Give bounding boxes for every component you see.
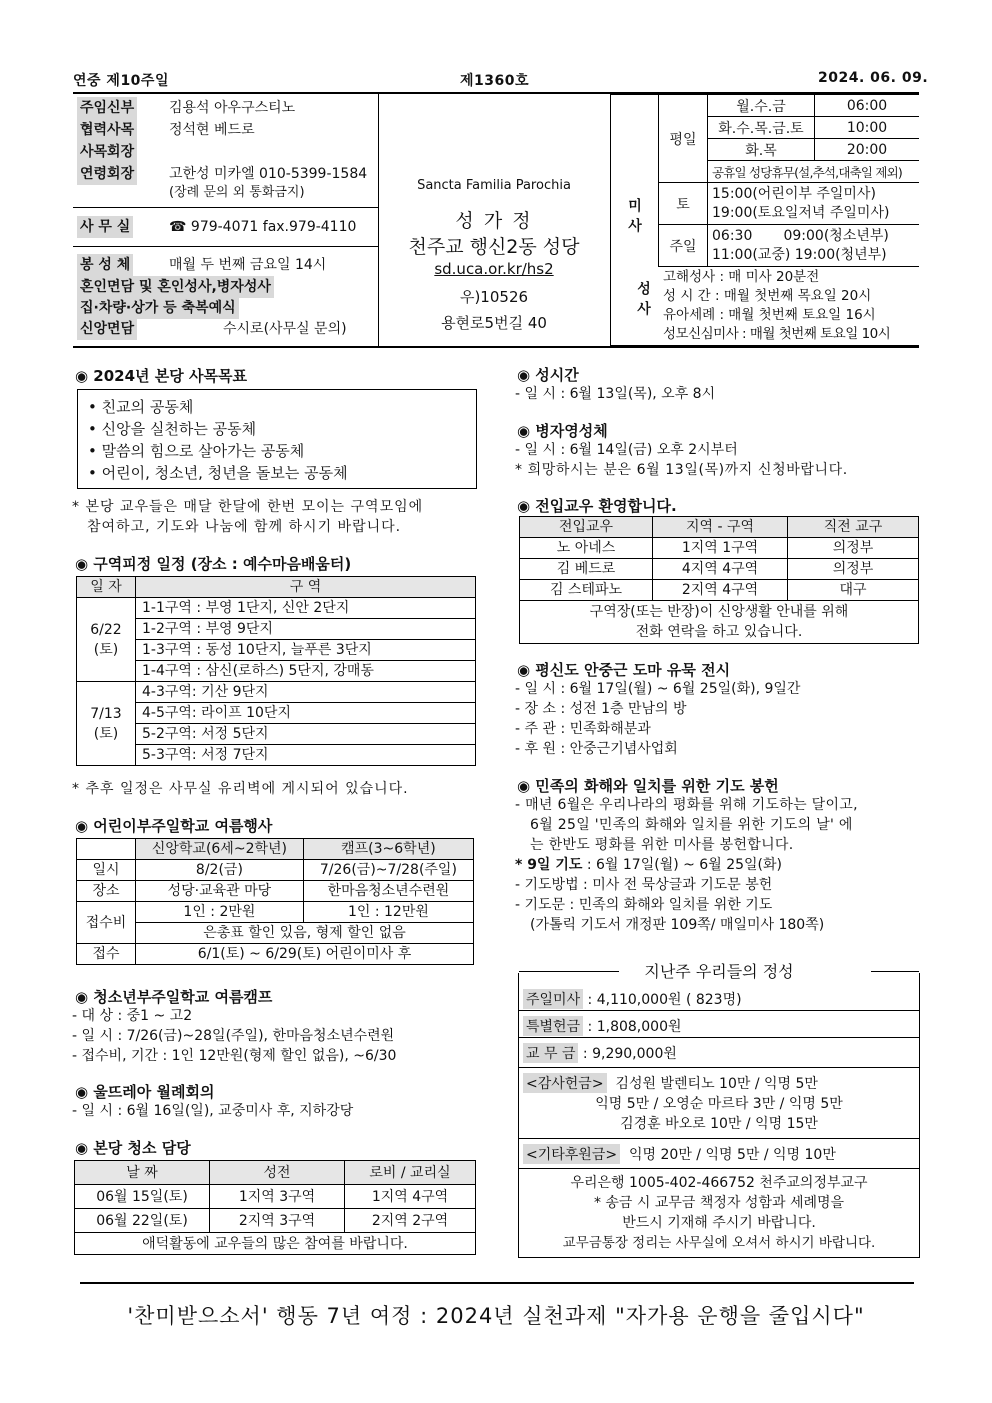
cell: 06월 22일(토) [75,1209,210,1233]
offering-thanks-line: 김경훈 바오로 10만 / 익명 15만 [620,1116,818,1132]
goals-box [77,389,477,489]
row-label: 접수 [77,944,136,965]
staff-row: 사목회장 [77,141,137,163]
sacrament-item: 성모신심미사 : 매월 첫번째 토요일 10시 [663,326,891,342]
youth-title: ◉ 청소년부주일학교 여름캠프 [75,988,273,1006]
cell: 06월 15일(토) [75,1185,210,1209]
prayer-line: - 기도방법 : 미사 전 묵상글과 기도문 봉헌 [515,877,773,893]
sickcomm-title: ◉ 병자영성체 [517,422,608,440]
cell: 한마음청소년수련원 [303,881,473,902]
cell: 1지역 4구역 [345,1185,476,1209]
issue-number: 제1360호 [460,73,530,89]
prayer-line: 는 한반도 평화를 위한 미사를 봉헌합니다. [530,837,794,853]
staff-row: 연령회장 고한성 미카엘 010-5399-1584 [77,163,137,185]
parish-full-name: 천주교 행신2동 성당 [408,236,580,258]
cell: 성당·교육관 마당 [136,881,304,902]
mass-days: 화.목 [708,139,815,161]
parish-website-link[interactable]: sd.uca.or.kr/hs2 [434,260,554,278]
offering-title: 지난주 우리들의 정성 [644,962,794,981]
prayer-line: - 매년 6월은 우리나라의 평화를 위해 기도하는 달이고, [515,797,858,813]
holiday-note: 공휴일 성당휴무(설,추석,대축일 제외) [708,161,920,183]
offering-dues: 교 무 금 : 9,290,000원 [523,1043,677,1063]
sickcomm-line: * 희망하시는 분은 6월 13일(목)까지 신청바랍니다. [515,462,848,478]
children-table [76,838,474,965]
cell: 1지역 1구역 [653,538,788,559]
cell: 2지역 2구역 [345,1209,476,1233]
cell: 은총표 할인 있음, 형제 할인 없음 [136,923,474,944]
service-row: 집·차량·상가 등 축복예식 [77,297,239,319]
column-header: 일 자 [77,577,136,598]
legio-line: - 일 시 : 6월 16일(일), 교중미사 후, 지하강당 [72,1103,354,1119]
relic-title: ◉ 평신도 안중근 도마 유묵 전시 [517,661,731,679]
column-header: 구 역 [136,577,476,598]
prayer-nine-days: * 9일 기도 : 6월 17일(월) ~ 6월 25일(화) [515,857,782,873]
newcomers-title: ◉ 전입교우 환영합니다. [517,497,677,515]
goal-item: • 말씀의 힘으로 살아가는 공동체 [88,442,305,460]
holyhour-title: ◉ 성시간 [517,366,579,384]
district-row: 4-5구역: 라이프 10단지 [136,703,476,724]
service-row: 봉 성 체 매월 두 번째 금요일 14시 [77,254,133,276]
column-header: 지역 - 구역 [653,517,788,538]
phone-icon: ☎ [169,219,187,235]
district-row: 1-3구역 : 동성 10단지, 늘푸른 3단지 [136,640,476,661]
cleaning-table [74,1160,476,1255]
offering-sunday: 주일미사 : 4,110,000원 ( 823명) [523,989,742,1009]
cell: 김 베드로 [520,559,653,580]
district-row: 1-4구역 : 삼신(로하스) 5단지, 강매동 [136,661,476,682]
district-row: 4-3구역: 기산 9단지 [136,682,476,703]
district-row: 1-2구역 : 부영 9단지 [136,619,476,640]
column-header: 성전 [210,1161,345,1185]
mass-days: 화.수.목.금.토 [708,117,815,139]
goals-title: ◉ 2024년 본당 사목목표 [75,367,247,385]
sunday-label: 주일 [659,225,708,267]
parish-info [378,96,610,346]
legio-title: ◉ 울뜨레아 월례회의 [75,1083,215,1101]
row-label: 일시 [77,860,136,881]
column-header: 로비 / 교리실 [345,1161,476,1185]
column-header: 날 짜 [75,1161,210,1185]
staff-row: 주임신부 김용석 아우구스티노 [77,97,137,119]
cell: 김 스테파노 [520,580,653,601]
offering-thanks-line: 익명 5만 / 오영순 마르타 3만 / 익명 5만 [595,1096,843,1112]
cell: 6/1(토) ~ 6/29(토) 어린이미사 후 [136,944,474,965]
goal-item: • 어린이, 청소년, 청년을 돌보는 공동체 [88,464,348,482]
offering-thanks: <감사헌금> 김성원 발렌티노 10만 / 익명 5만 [523,1073,818,1093]
cell: 대구 [788,580,919,601]
parish-address: 용현로5번길 40 [441,314,547,332]
parish-zip: 우)10526 [459,288,529,306]
issue-date: 2024. 06. 09. [818,70,929,86]
parish-name: 성 가 정 [455,210,533,232]
column-header: 신앙학교(6세~2학년) [136,839,304,860]
cell: 2지역 3구역 [210,1209,345,1233]
staff-note: (장례 문의 외 통화금지) [169,185,305,200]
offering-box [518,962,920,1258]
sacraments-label: 성사 [627,267,659,345]
mass-days: 월.수.금 [708,95,815,117]
mass-label: 미사 [610,95,659,346]
offering-other: <기타후원금> 익명 20만 / 익명 5만 / 익명 10만 [523,1144,836,1164]
district-title: ◉ 구역피정 일정 (장소 : 예수마음배움터) [75,555,352,573]
service-row: 혼인면담 및 혼인성사,병자성사 [77,276,274,298]
goals-note: 참여하고, 기도와 나눔에 함께 하시기 바랍니다. [87,519,402,535]
sunday-mass: 06:30 09:00(청소년부) 11:00(교중) 19:00(청년부) [708,225,920,267]
cell: 2지역 4구역 [653,580,788,601]
saturday-mass: 15:00(어린이부 주일미사) 19:00(토요일저녁 주일미사) [708,183,920,225]
youth-line: - 일 시 : 7/26(금)~28일(주일), 한마음청소년수련원 [72,1028,395,1044]
mass-time: 10:00 [815,117,920,139]
cell: 의정부 [788,559,919,580]
district-date: 6/22 (토) [77,598,136,682]
district-row: 5-2구역: 서정 5단지 [136,724,476,745]
youth-line: - 접수비, 기간 : 1인 12만원(형제 할인 없음), ~6/30 [72,1048,397,1064]
offering-bank: 우리은행 1005-402-466752 천주교의정부교구 * 송금 시 교무금 책정자 성함과 세례명을 반드시 기재해 주시기 바랍니다. 교무금통장 정리는 사무실에 오셔서 하시기 바랍니다. [562,1175,876,1251]
sacrament-item: 고해성사 : 매 미사 20분전 [663,269,820,285]
cell: 4지역 4구역 [653,559,788,580]
prayer-title: ◉ 민족의 화해와 일치를 위한 기도 봉헌 [517,777,779,795]
cell: 노 아네스 [520,538,653,559]
staff-row: 협력사목 정석현 베드로 [77,119,137,141]
children-title: ◉ 어린이부주일학교 여름행사 [75,817,273,835]
sacrament-item: 유아세례 : 매월 첫번째 토요일 16시 [663,307,876,323]
sickcomm-line: - 일 시 : 6월 14일(금) 오후 2시부터 [515,442,738,458]
cleaning-note: 애덕활동에 교우들의 많은 참여를 바랍니다. [75,1233,476,1255]
relic-line: - 일 시 : 6월 17일(월) ~ 6월 25일(화), 9일간 [515,681,801,697]
district-date: 7/13 (토) [77,682,136,766]
sacrament-item: 성 시 간 : 매월 첫번째 목요일 20시 [663,288,872,304]
parish-latin: Sancta Familia Parochia [417,178,571,193]
cell: 8/2(금) [136,860,304,881]
footer-rule [80,1282,914,1284]
footer-slogan: '찬미받으소서' 행동 7년 여정 : 2024년 실천과제 "자가용 운행을 줄입시다" [127,1304,865,1328]
mass-schedule-table [610,94,919,346]
weekday-label: 평일 [659,95,708,183]
goal-item: • 신앙을 실천하는 공동체 [88,420,257,438]
mass-time: 20:00 [815,139,920,161]
mass-time: 06:00 [815,95,920,117]
row-label: 장소 [77,881,136,902]
top-block-rule [73,346,919,348]
office-row: 사 무 실 ☎ 979-4071 fax.979-4110 [77,216,133,238]
offering-special: 특별헌금 : 1,808,000원 [523,1016,682,1036]
district-table [76,576,476,766]
divider [73,246,378,247]
divider [73,207,378,208]
cleaning-title: ◉ 본당 청소 담당 [75,1139,191,1157]
cell: 1인 : 2만원 [136,902,304,923]
district-row: 5-3구역: 서정 7단지 [136,745,476,766]
relic-line: - 주 관 : 민족화해분과 [515,721,651,737]
cell: 1지역 3구역 [210,1185,345,1209]
sacraments [635,267,920,346]
prayer-line: 6월 25일 '민족의 화해와 일치를 위한 기도의 날' 에 [530,817,853,833]
goals-note: * 본당 교우들은 매달 한달에 한번 모이는 구역모임에 [72,499,424,515]
newcomers-table [519,516,919,644]
cell: 의정부 [788,538,919,559]
district-row: 1-1구역 : 부영 1단지, 신안 2단지 [136,598,476,619]
newcomers-note: 구역장(또는 반장)이 신앙생활 안내를 위해 전화 연락을 하고 있습니다. [520,601,919,644]
service-row: 신앙면담 수시로(사무실 문의) [77,318,137,340]
column-header: 전입교우 [520,517,653,538]
cell: 7/26(금)~7/28(주일) [303,860,473,881]
column-header: 캠프(3~6학년) [303,839,473,860]
goal-item: • 친교의 공동체 [88,398,194,416]
saturday-label: 토 [659,183,708,225]
holyhour-line: - 일 시 : 6월 13일(목), 오후 8시 [515,386,716,402]
column-header: 직전 교구 [788,517,919,538]
prayer-line: - 기도문 : 민족의 화해와 일치를 위한 기도 [515,897,773,913]
cell: 1인 : 12만원 [303,902,473,923]
row-label: 접수비 [77,902,136,944]
relic-line: - 후 원 : 안중근기념사업회 [515,741,678,757]
district-note: * 추후 일정은 사무실 유리벽에 게시되어 있습니다. [72,781,409,797]
youth-line: - 대 상 : 중1 ~ 고2 [72,1008,193,1024]
issue-season: 연중 제10주일 [73,73,169,89]
prayer-line: (가톨릭 기도서 개정판 109쪽/ 매일미사 180쪽) [530,917,825,933]
relic-line: - 장 소 : 성전 1층 만남의 방 [515,701,687,717]
